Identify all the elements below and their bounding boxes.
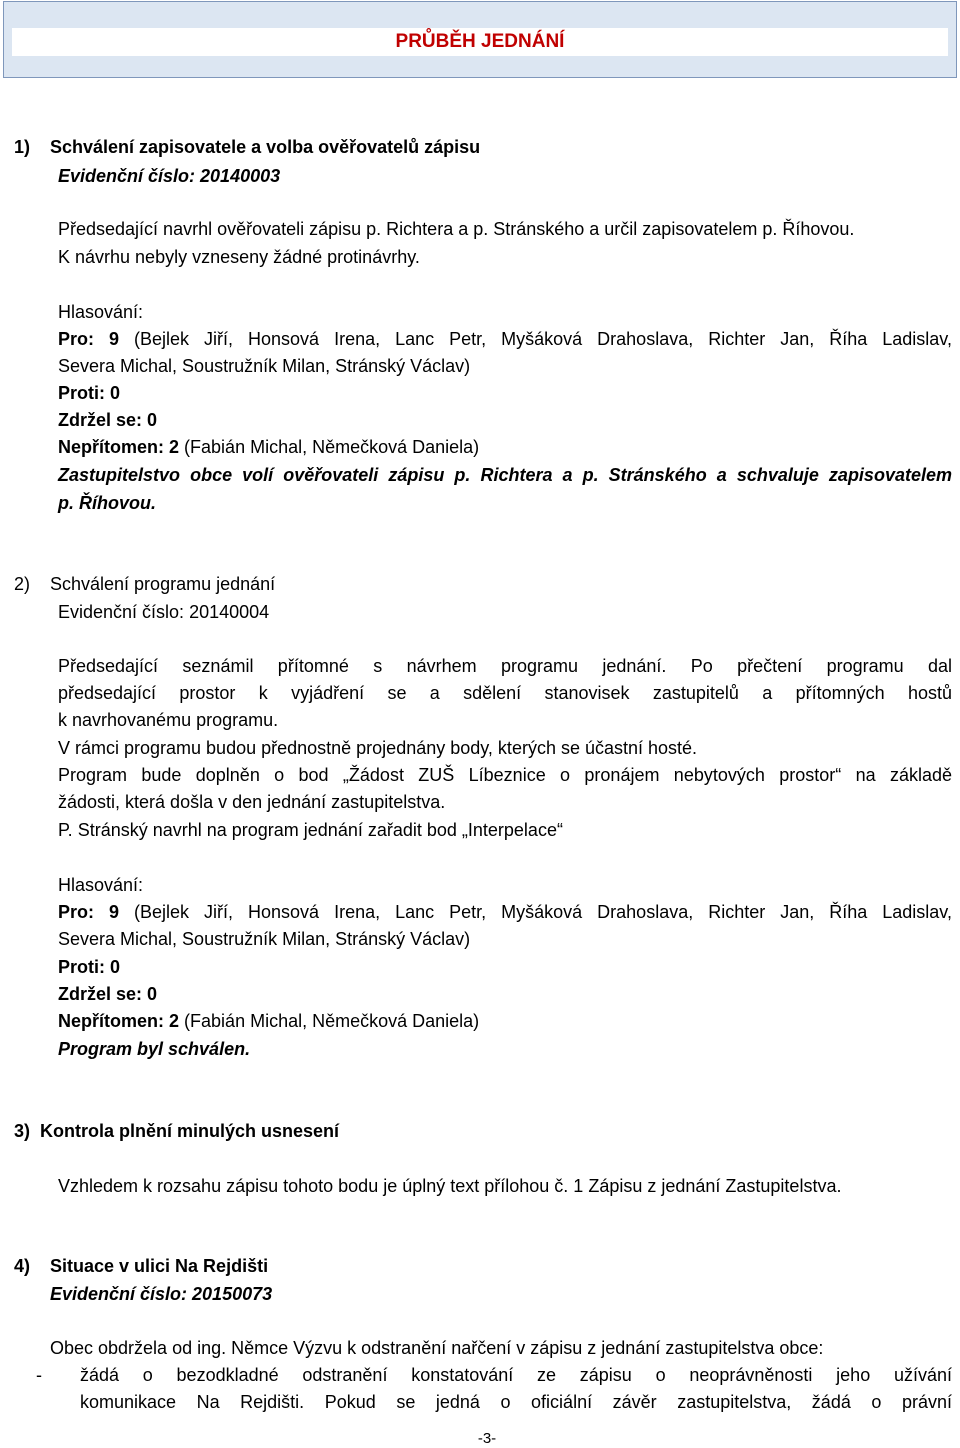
item-1-vote-label: Hlasování: bbox=[58, 302, 144, 322]
page-number: -3- bbox=[477, 1430, 497, 1447]
item-1-resolution-line: p. Říhovou. bbox=[58, 493, 156, 513]
vote-for-names-continued: Severa Michal, Soustružník Milan, Stránský Václav) bbox=[58, 356, 471, 376]
vote-absent-count: Nepřítomen: 2 bbox=[58, 437, 180, 457]
item-1-text-line: Předsedající navrhl ověřovateli zápisu p. Richtera a p. Stránského a určil zapisovatelem p. Říhovou. bbox=[58, 219, 855, 239]
item-2-text-line: Předsedající seznámil přítomné s návrhem programu jednání. Po přečtení programu dal bbox=[58, 656, 952, 676]
item-4-number: 4) bbox=[14, 1256, 31, 1276]
vote-against: Proti: 0 bbox=[58, 957, 121, 977]
section-header-box bbox=[3, 1, 957, 78]
item-1-resolution-line: Zastupitelstvo obce volí ověřovateli zápisu p. Richtera a p. Stránského a schvaluje zapisovatelem bbox=[58, 465, 952, 485]
item-4-text-line: Obec obdržela od ing. Němce Výzvu k odstranění nařčení v zápisu z jednání zastupitelstva obce: bbox=[50, 1338, 824, 1358]
item-1-title: Schválení zapisovatele a volba ověřovatelů zápisu bbox=[50, 137, 481, 157]
bullet-text-line: komunikace Na Rejdišti. Pokud se jedná o oficiální závěr zastupitelstva, žádá o právní bbox=[80, 1392, 952, 1412]
item-1-number: 1) bbox=[14, 137, 31, 157]
item-2-vote-absent-line bbox=[58, 1008, 479, 1035]
item-2-text-line: P. Stránský navrhl na program jednání zařadit bod „Interpelace“ bbox=[58, 820, 563, 840]
vote-against: Proti: 0 bbox=[58, 383, 121, 403]
item-2-title: Schválení programu jednání bbox=[50, 574, 276, 594]
item-1-vote-absent-line bbox=[58, 434, 479, 461]
bullet-marker: - bbox=[36, 1365, 42, 1385]
item-3-text-line: Vzhledem k rozsahu zápisu tohoto bodu je úplný text přílohou č. 1 Zápisu z jednání Zastupitelstva. bbox=[58, 1176, 842, 1196]
bullet-text-line: žádá o bezodkladné odstranění konstatování ze zápisu o neoprávněnosti jeho užívání bbox=[80, 1365, 952, 1385]
item-3-number: 3) bbox=[14, 1121, 31, 1141]
item-4-title: Situace v ulici Na Rejdišti bbox=[50, 1256, 269, 1276]
vote-for-names: (Bejlek Jiří, Honsová Irena, Lanc Petr, Myšáková Drahoslava, Richter Jan, Říha Ladislav, bbox=[134, 329, 952, 349]
item-2-text-line: Program bude doplněn o bod „Žádost ZUŠ Líbeznice o pronájem nebytových prostor“ na základě bbox=[58, 765, 952, 785]
item-2-text-line: žádosti, která došla v den jednání zastupitelstva. bbox=[58, 792, 446, 812]
item-2-vote-label: Hlasování: bbox=[58, 875, 144, 895]
item-4-evidence-number: Evidenční číslo: 20150073 bbox=[50, 1284, 273, 1304]
item-1-text-line: K návrhu nebyly vzneseny žádné protinávrhy. bbox=[58, 247, 420, 267]
vote-for-names-continued: Severa Michal, Soustružník Milan, Stránský Václav) bbox=[58, 929, 471, 949]
vote-for-count: Pro: 9 bbox=[58, 902, 120, 922]
item-3-title: Kontrola plnění minulých usnesení bbox=[40, 1121, 340, 1141]
vote-abstain: Zdržel se: 0 bbox=[58, 410, 158, 430]
vote-for-count: Pro: 9 bbox=[58, 329, 120, 349]
item-2-text-line: předsedající prostor k vyjádření se a sdělení stanovisek zastupitelů a přítomných hostů bbox=[58, 683, 952, 703]
item-1-evidence-number: Evidenční číslo: 20140003 bbox=[58, 166, 281, 186]
item-2-text-line: k navrhovanému programu. bbox=[58, 710, 279, 730]
item-2-resolution: Program byl schválen. bbox=[58, 1039, 251, 1059]
item-2-number: 2) bbox=[14, 574, 31, 594]
page-title: PRŮBĚH JEDNÁNÍ bbox=[12, 28, 948, 56]
vote-absent-names: (Fabián Michal, Němečková Daniela) bbox=[184, 437, 480, 457]
vote-for-names: (Bejlek Jiří, Honsová Irena, Lanc Petr, Myšáková Drahoslava, Richter Jan, Říha Ladislav, bbox=[134, 902, 952, 922]
vote-absent-count: Nepřítomen: 2 bbox=[58, 1011, 180, 1031]
vote-abstain: Zdržel se: 0 bbox=[58, 984, 158, 1004]
item-1-vote-for-line bbox=[58, 326, 952, 353]
item-2-text-line: V rámci programu budou přednostně projednány body, kterých se účastní hosté. bbox=[58, 738, 698, 758]
item-2-evidence-number: Evidenční číslo: 20140004 bbox=[58, 602, 270, 622]
item-2-vote-for-line bbox=[58, 899, 952, 926]
vote-absent-names: (Fabián Michal, Němečková Daniela) bbox=[184, 1011, 480, 1031]
